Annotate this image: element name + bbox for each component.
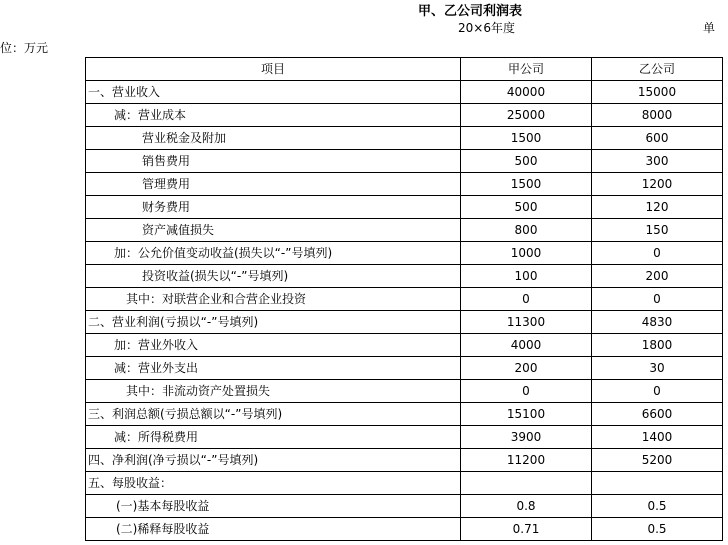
company-b-value: 150 [592,219,723,242]
table-row [86,380,723,403]
company-b-value: 15000 [592,81,723,104]
row-item-label: 减：所得税费用 [86,426,461,449]
company-b-value: 600 [592,127,723,150]
table-row [86,150,723,173]
company-b-value: 0.5 [592,495,723,518]
company-a-value: 0.8 [461,495,592,518]
row-item-label: 四、净利润(净亏损以“-”号填列) [86,449,461,472]
company-a-value: 11200 [461,449,592,472]
table-row [86,219,723,242]
company-a-value: 4000 [461,334,592,357]
company-b-value: 0 [592,242,723,265]
table-row [86,449,723,472]
company-a-value: 500 [461,196,592,219]
company-b-value: 0 [592,380,723,403]
table-row [86,104,723,127]
company-a-value: 800 [461,219,592,242]
company-a-value: 3900 [461,426,592,449]
company-a-value: 100 [461,265,592,288]
company-a-value: 1500 [461,127,592,150]
company-b-value: 8000 [592,104,723,127]
table-header-row [86,58,723,81]
column-header-company-b: 乙公司 [592,58,723,81]
company-b-value: 0.5 [592,518,723,541]
company-a-value: 25000 [461,104,592,127]
company-b-value: 1400 [592,426,723,449]
company-a-value: 0.71 [461,518,592,541]
company-b-value: 6600 [592,403,723,426]
row-item-label: 减：营业外支出 [86,357,461,380]
row-item-label: 销售费用 [86,150,461,173]
unit-label-start: 单 [703,21,716,35]
table-row [86,265,723,288]
report-title: 甲、乙公司利润表 [418,4,523,19]
row-item-label: 管理费用 [86,173,461,196]
company-b-value: 200 [592,265,723,288]
row-item-label: 一、营业收入 [86,81,461,104]
row-item-label: 三、利润总额(亏损总额以“-”号填列) [86,403,461,426]
company-b-value [592,472,723,495]
table-row [86,334,723,357]
row-item-label: 加：公允价值变动收益(损失以“-”号填列) [86,242,461,265]
company-b-value: 0 [592,288,723,311]
table-row [86,242,723,265]
row-item-label: 五、每股收益： [86,472,461,495]
row-item-label: (一)基本每股收益 [86,495,461,518]
company-a-value: 0 [461,380,592,403]
income-statement-table [85,57,723,541]
company-b-value: 5200 [592,449,723,472]
row-item-label: 加：营业外收入 [86,334,461,357]
unit-label-end: 位：万元 [0,41,49,55]
table-row [86,127,723,150]
company-b-value: 120 [592,196,723,219]
table-row [86,426,723,449]
row-item-label: 二、营业利润(亏损以“-”号填列) [86,311,461,334]
company-b-value: 4830 [592,311,723,334]
row-item-label: 其中：非流动资产处置损失 [86,380,461,403]
company-a-value: 0 [461,288,592,311]
table-row [86,472,723,495]
company-b-value: 30 [592,357,723,380]
company-a-value: 40000 [461,81,592,104]
table-row [86,495,723,518]
table-row [86,196,723,219]
row-item-label: 其中：对联营企业和合营企业投资 [86,288,461,311]
company-a-value: 1000 [461,242,592,265]
table-row [86,288,723,311]
table-row [86,81,723,104]
row-item-label: 营业税金及附加 [86,127,461,150]
column-header-item: 项目 [86,58,461,81]
row-item-label: 减：营业成本 [86,104,461,127]
row-item-label: (二)稀释每股收益 [86,518,461,541]
table-row [86,357,723,380]
company-b-value: 1800 [592,334,723,357]
table-row [86,173,723,196]
company-b-value: 1200 [592,173,723,196]
report-period: 20×6年度 [458,21,515,35]
company-a-value: 15100 [461,403,592,426]
company-a-value [461,472,592,495]
company-a-value: 1500 [461,173,592,196]
column-header-company-a: 甲公司 [461,58,592,81]
row-item-label: 投资收益(损失以“-”号填列) [86,265,461,288]
company-a-value: 500 [461,150,592,173]
company-a-value: 11300 [461,311,592,334]
table-row [86,403,723,426]
company-a-value: 200 [461,357,592,380]
table-row [86,518,723,541]
row-item-label: 资产减值损失 [86,219,461,242]
table-row [86,311,723,334]
company-b-value: 300 [592,150,723,173]
row-item-label: 财务费用 [86,196,461,219]
